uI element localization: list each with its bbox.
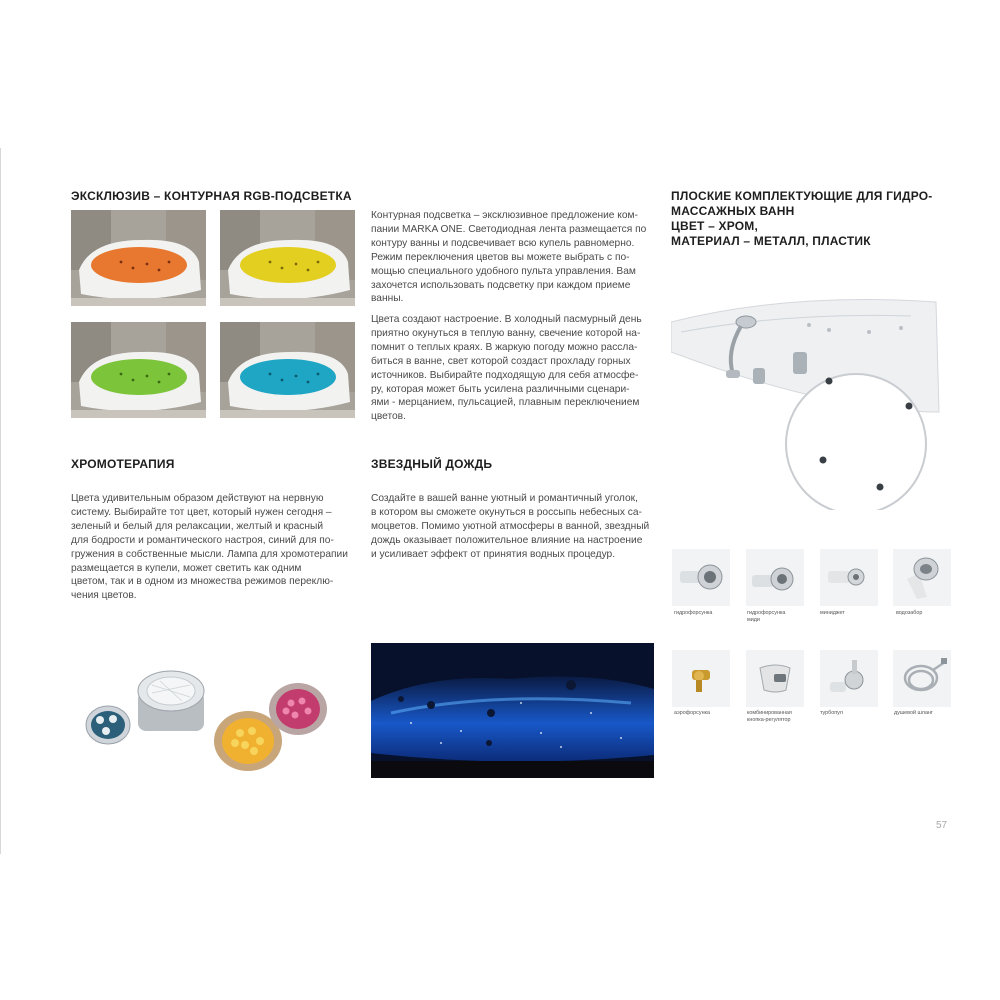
chromo-text: Цвета удивительным образом действуют на нервную систему. Выбирайте тот цвет, который нужен сегодня – зеленый и белый для релаксации, желтый и красный для бодрости и романтического настроя, синий для по- гружения в собственные мысли. Лампа для хромотерапии размещается в купели, может светить как одним цветом, так и в одном из множества режимов переклю- чения цветов. — [71, 493, 348, 602]
starry-text: Создайте в вашей ванне уютный и романтичный уголок, в котором вы сможете окунуться в россыпь небесных са- моцветов. Помимо уютной атмосферы в ванной, звездный дождь оказывает положительное влияние на настроение и усиливает эффект от принятия водных процедур. — [371, 493, 650, 560]
component-label: турбопул — [820, 710, 843, 716]
component-shower-hose-photo — [893, 650, 951, 707]
component-label: водозабор — [896, 610, 923, 616]
exclusive-title: ЭКСКЛЮЗИВ – КОНТУРНАЯ RGB-ПОДСВЕТКА — [71, 189, 352, 203]
components-title-line-2: МАССАЖНЫХ ВАНН — [671, 204, 795, 218]
bath-photo-orange — [71, 210, 206, 306]
components-title — [671, 189, 933, 249]
bath-photo-blue — [220, 322, 355, 418]
bath-photo-yellow — [220, 210, 355, 306]
hydromassage-bath-photo — [671, 292, 941, 510]
bath-photo-green — [71, 322, 206, 418]
components-title-line-4: МАТЕРИАЛ – МЕТАЛЛ, ПЛАСТИК — [671, 234, 871, 248]
component-aero-nozzle-photo — [672, 650, 730, 707]
component-label: комбинированная кнопка-регулятор — [747, 710, 792, 723]
component-turbopool-photo — [820, 650, 878, 707]
exclusive-text-2: Цвета создают настроение. В холодный пасмурный день приятно окунуться в теплую ванну, свечение которой на- помнит о теплых краях. В жаркую погоду можно рассла- биться в ванне, свет которой создаст прохладу горных источников. Выбирайте подходящую для себя атмосфе- ру, которая может быть усилена различными сценари- ями - мерцанием, пульсацией, плавным переключением цветов. — [371, 314, 642, 423]
component-minijet-photo — [820, 549, 878, 606]
component-hydro-nozzle-photo — [672, 549, 730, 606]
starry-title: ЗВЕЗДНЫЙ ДОЖДЬ — [371, 457, 493, 471]
component-water-intake-photo — [893, 549, 951, 606]
chromo-title: ХРОМОТЕРАПИЯ — [71, 457, 175, 471]
page-edge-line — [0, 148, 1, 854]
starry-rain-bath-photo — [371, 643, 654, 778]
component-hydro-nozzle-midi-photo — [746, 549, 804, 606]
component-label: гидрофорсунка миди — [747, 610, 786, 623]
component-label: аэрофорсунка — [674, 710, 711, 716]
exclusive-text-1: Контурная подсветка – эксклюзивное предложение ком- пании MARKA ONE. Светодиодная лента размещается по контуру ванны и подсвечивает всю купель равномерно. Режим переключения цветов вы можете выбрать с по- мощью специального удобного пульта управления. Вам захочется использовать подсветку при каждом приеме ванны. — [371, 210, 647, 305]
component-combined-button-photo — [746, 650, 804, 707]
component-label: миниджет — [820, 610, 845, 616]
component-label: гидрофорсунка — [674, 610, 713, 616]
component-label: душевой шланг — [894, 710, 933, 716]
chromotherapy-lamps-photo — [80, 663, 340, 781]
page-number: 57 — [936, 820, 948, 831]
components-title-line-1: ПЛОСКИЕ КОМПЛЕКТУЮЩИЕ ДЛЯ ГИДРО- — [671, 189, 933, 203]
components-title-line-3: ЦВЕТ – ХРОМ, — [671, 219, 759, 233]
